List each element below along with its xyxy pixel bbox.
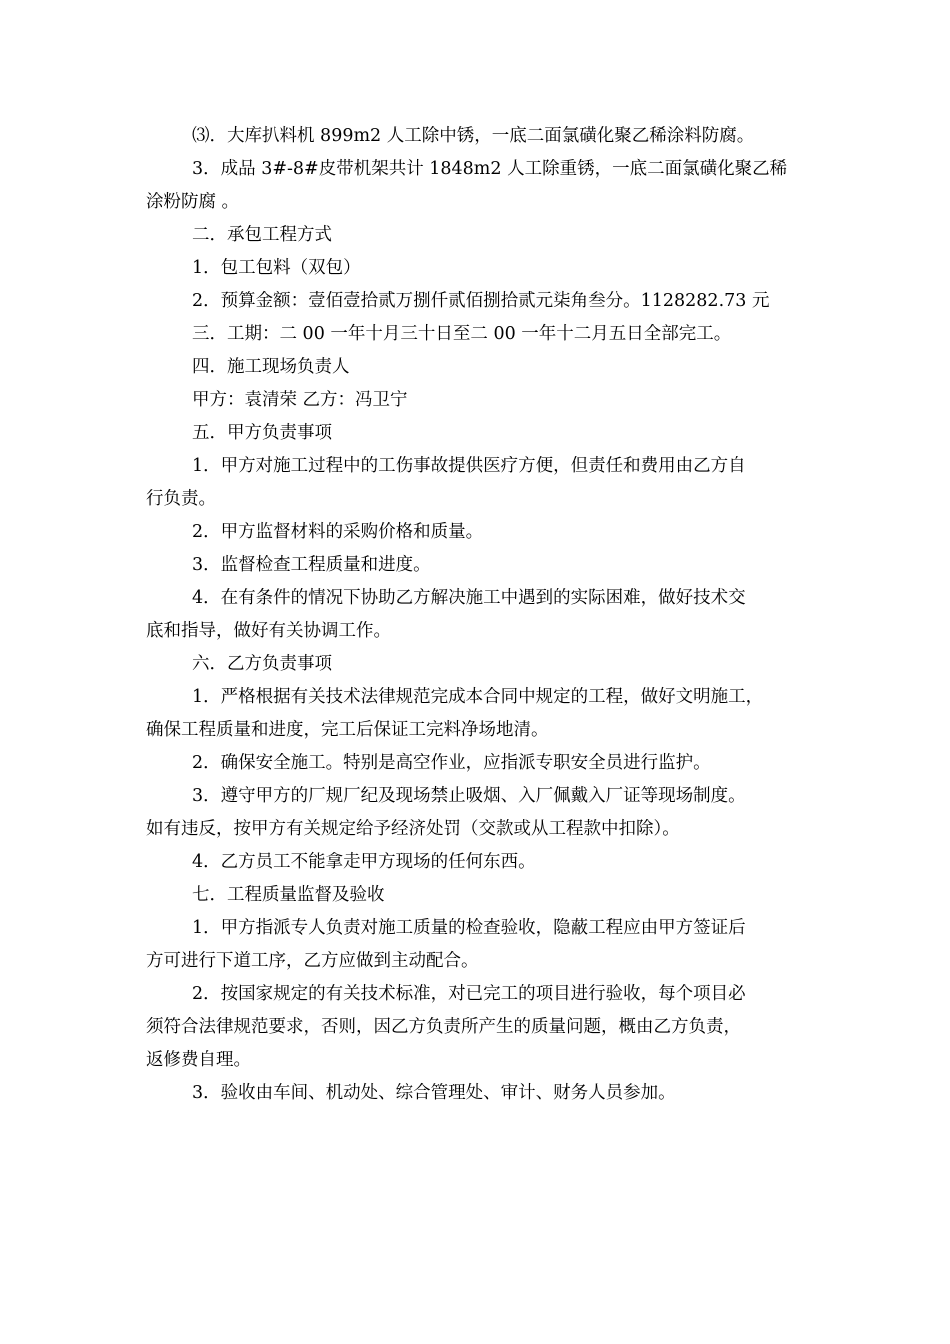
paragraph-continuation-line: 返修费自理。 xyxy=(146,1050,251,1070)
paragraph-line: 七．工程质量监督及验收 xyxy=(192,885,385,905)
paragraph-line: 五．甲方负责事项 xyxy=(192,423,332,443)
paragraph-line: 1．甲方指派专人负责对施工质量的检查验收，隐蔽工程应由甲方签证后 xyxy=(192,918,746,938)
paragraph-line: 2．按国家规定的有关技术标准，对已完工的项目进行验收，每个项目必 xyxy=(192,984,746,1004)
paragraph-line: 二．承包工程方式 xyxy=(192,225,332,245)
paragraph-line: 3．监督检查工程质量和进度。 xyxy=(192,555,431,575)
paragraph-line: 4．在有条件的情况下协助乙方解决施工中遇到的实际困难，做好技术交 xyxy=(192,588,746,608)
paragraph-continuation-line: 确保工程质量和进度，完工后保证工完料净场地清。 xyxy=(146,720,549,740)
paragraph-line: 2．确保安全施工。特别是高空作业，应指派专职安全员进行监护。 xyxy=(192,753,711,773)
paragraph-continuation-line: 底和指导，做好有关协调工作。 xyxy=(146,621,391,641)
paragraph-line: 3．验收由车间、机动处、综合管理处、审计、财务人员参加。 xyxy=(192,1083,676,1103)
paragraph-line: ⑶．大库扒料机 899m2 人工除中锈，一底二面氯磺化聚乙稀涂料防腐。 xyxy=(192,126,755,146)
paragraph-line: 3．成品 3#-8#皮带机架共计 1848m2 人工除重锈，一底二面氯磺化聚乙稀 xyxy=(192,159,788,179)
paragraph-line: 1．严格根据有关技术法律规范完成本合同中规定的工程，做好文明施工， xyxy=(192,687,764,707)
paragraph-line: 2．预算金额：壹佰壹拾贰万捌仟贰佰捌拾贰元柒角叁分。1128282.73 元 xyxy=(192,291,770,311)
paragraph-line: 1．包工包料（双包） xyxy=(192,258,361,278)
paragraph-line: 4．乙方员工不能拿走甲方现场的任何东西。 xyxy=(192,852,536,872)
paragraph-line: 3．遵守甲方的厂规厂纪及现场禁止吸烟、入厂佩戴入厂证等现场制度。 xyxy=(192,786,746,806)
paragraph-continuation-line: 方可进行下道工序，乙方应做到主动配合。 xyxy=(146,951,479,971)
paragraph-continuation-line: 须符合法律规范要求，否则，因乙方负责所产生的质量问题，概由乙方负责， xyxy=(146,1017,741,1037)
paragraph-line: 四．施工现场负责人 xyxy=(192,357,350,377)
document-body xyxy=(146,120,810,1110)
paragraph-line: 2．甲方监督材料的采购价格和质量。 xyxy=(192,522,484,542)
paragraph-line: 1．甲方对施工过程中的工伤事故提供医疗方便，但责任和费用由乙方自 xyxy=(192,456,746,476)
paragraph-continuation-line: 行负责。 xyxy=(146,489,216,509)
paragraph-continuation-line: 如有违反，按甲方有关规定给予经济处罚（交款或从工程款中扣除）。 xyxy=(146,819,680,839)
paragraph-line: 三．工期：二 00 一年十月三十日至二 00 一年十二月五日全部完工。 xyxy=(192,324,732,344)
paragraph-line: 甲方：袁清荣 乙方：冯卫宁 xyxy=(192,390,408,410)
paragraph-line: 六．乙方负责事项 xyxy=(192,654,332,674)
paragraph-continuation-line: 涂粉防腐 。 xyxy=(146,192,240,212)
